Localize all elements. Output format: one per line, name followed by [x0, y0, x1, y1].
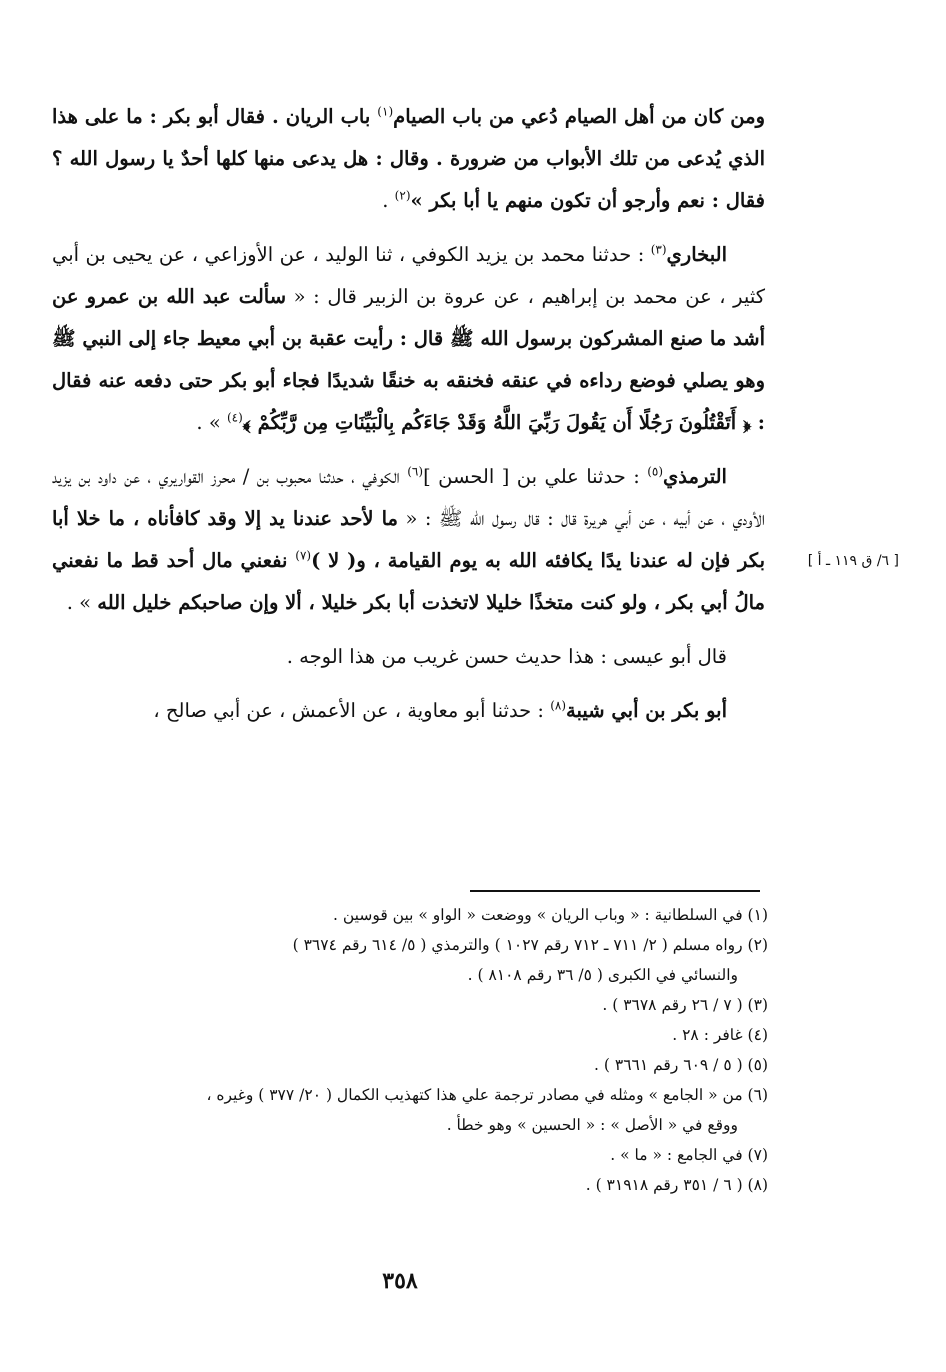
- paragraph-1: [52, 96, 765, 222]
- punctuation: » .: [66, 591, 98, 614]
- footnote-ref[interactable]: (٤): [226, 410, 243, 425]
- footnote-6-continued: ووقع في « الأصل » : « الحسين » وهو خطأ .: [446, 1116, 738, 1134]
- hadith-text: ومن كان من أهل الصيام دُعي من باب الصيام: [393, 105, 765, 128]
- isnad-text: : حدثنا أبو معاوية ، عن الأعمش ، عن أبي صالح ،: [153, 699, 551, 722]
- footnote-ref[interactable]: (٦): [407, 464, 424, 479]
- source-name: أبو بكر بن أبي شيبة: [566, 699, 727, 722]
- footnote-ref[interactable]: (١): [377, 104, 394, 119]
- footnote-7: (٧) في الجامع : « ما » .: [610, 1146, 768, 1164]
- paragraph-3: [52, 456, 765, 624]
- isnad-text: : حدثنا محمد بن يزيد الكوفي ، ثنا الوليد ، عن الأوزاعي ، عن يحيى بن أبي كثير ، عن محمد بن إبراهيم ، عن عروة بن الزبير قال : «: [52, 243, 765, 308]
- footnote-ref[interactable]: (٥): [647, 464, 664, 479]
- isnad-text: الكوفي ، حدثنا محبوب بن / محرز القواريري ، عن داود بن يزيد الأودي ، عن أبيه ، عن أبي هريرة قال : قال رسول الله ﷺ : «: [52, 465, 766, 530]
- hadith-text: سألت عبد الله بن عمرو عن أشد ما صنع المشركون برسول الله ﷺ قال : رأيت عقبة بن أبي معيط جاء إلى النبي ﷺ وهو يصلي فوضع رداءه في عنقه فخنقه به خنقًا شديدًا فجاء أبو بكر حتى دفعه عنه فقال : ﴿ أَتَقْتُلُونَ رَجُلًا أَن يَقُولَ رَبِّيَ اللَّهُ وَقَدْ جَاءَكُم بِالْبَيِّنَاتِ مِن رَّبِّكُمْ ﴾: [52, 285, 765, 434]
- footnote-1: (١) في السلطانية : « وباب الريان » ووضعت « الواو » بين قوسين .: [333, 906, 768, 924]
- footnotes: [28, 900, 768, 1200]
- source-name: البخاري: [666, 243, 727, 266]
- footnote-divider: [470, 890, 760, 892]
- footnote-2-continued: والنسائي في الكبرى ( ٥/ ٣٦ رقم ٨١٠٨ ) .: [467, 966, 738, 984]
- paragraph-5: [52, 690, 765, 732]
- punctuation: .: [382, 189, 395, 212]
- footnote-6: (٦) من « الجامع » ومثله في مصادر ترجمة علي هذا كتهذيب الكمال ( ٢٠/ ٣٧٧ ) وغيره ،: [206, 1086, 768, 1104]
- footnote-ref[interactable]: (٢): [394, 188, 411, 203]
- page-number: ٣٥٨: [382, 1268, 418, 1294]
- footnote-5: (٥) ( ٥ / ٦٠٩ رقم ٣٦٦١ ) .: [594, 1056, 768, 1074]
- paragraph-2: [52, 234, 765, 444]
- punctuation: » .: [196, 411, 227, 434]
- footnote-ref[interactable]: (٨): [550, 698, 567, 713]
- manuscript-folio-note: [ ٦/ ق ١١٩ ـ أ ]: [807, 553, 899, 569]
- hadith-text: ما لأحد عندنا يد إلا وقد كافأناه ، ما خلا أبا بكر فإن له عندنا يدًا يكافئه الله به يوم القيامة ، و( لا ): [52, 507, 765, 572]
- isnad-text: : حدثنا علي بن [ الحسن ]: [423, 465, 648, 488]
- footnote-3: (٣) ( ٧ / ٢٦ رقم ٣٦٧٨ ) .: [602, 996, 768, 1014]
- hadith-text: نفعني مال أحد قط ما نفعني مالُ أبي بكر ، ولو كنت متخذًا خليلا لاتخذت أبا بكر خليلا ، ألا وإن صاحبكم خليل الله: [52, 549, 765, 614]
- footnote-2: (٢) رواه مسلم ( ٢/ ٧١١ ـ ٧١٢ رقم ١٠٢٧ ) والترمذي ( ٥/ ٦١٤ رقم ٣٦٧٤ ): [292, 936, 768, 954]
- paragraph-4: قال أبو عيسى : هذا حديث حسن غريب من هذا الوجه .: [286, 645, 727, 668]
- source-name: الترمذي: [663, 465, 727, 488]
- main-text: [52, 96, 765, 744]
- footnote-ref[interactable]: (٣): [650, 242, 667, 257]
- footnote-4: (٤) غافر : ٢٨ .: [672, 1026, 768, 1044]
- footnote-ref[interactable]: (٧): [295, 548, 312, 563]
- hadith-text: باب الريان . فقال أبو بكر : ما على هذا الذي يُدعى من تلك الأبواب من ضرورة . وقال : هل يدعى منها كلها أحدٌ يا رسول الله ؟ فقال : نعم وأرجو أن تكون منهم يا أبا بكر »: [52, 105, 765, 212]
- footnote-8: (٨) ( ٦ / ٣٥١ رقم ٣١٩١٨ ) .: [585, 1176, 768, 1194]
